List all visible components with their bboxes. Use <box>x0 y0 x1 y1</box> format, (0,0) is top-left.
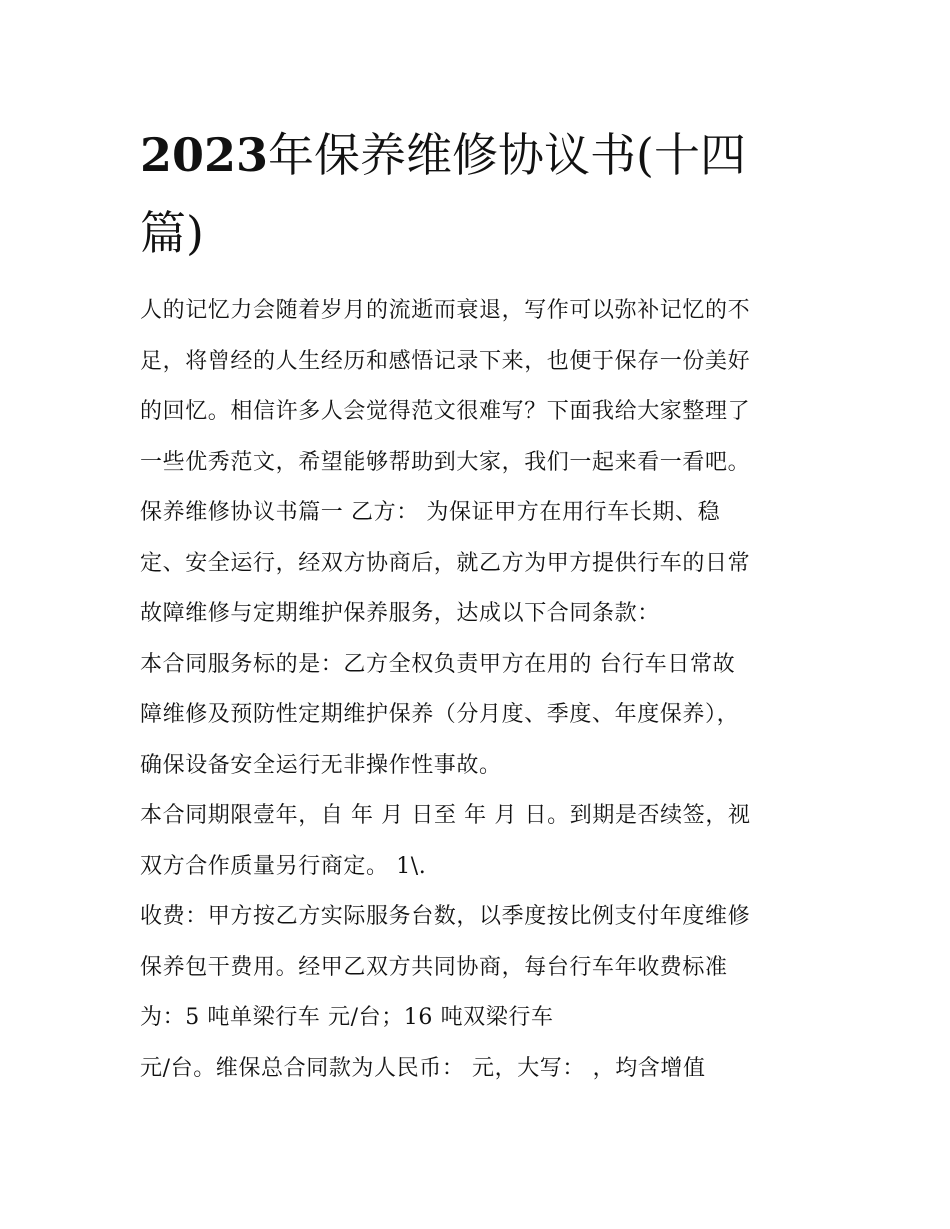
paragraph-section-1 <box>140 488 830 640</box>
text-line: 故障维修与定期维护保养服务，达成以下合同条款： <box>140 601 660 626</box>
paragraph-contract-term <box>140 791 830 892</box>
text-line: 元/台。维保总合同款为人民币： 元，大写： ，均含增值 <box>140 1055 706 1081</box>
title-year: 2023 <box>140 128 269 182</box>
paragraph-service-subject <box>140 640 830 792</box>
paragraph-intro <box>140 286 830 488</box>
text-line: 定、安全运行，经双方协商后，就乙方为甲方提供行车的日常 <box>140 550 751 576</box>
paragraph-fees <box>140 892 830 1044</box>
text-line: 保养包干费用。经甲乙双方共同协商，每台行车年收费标准 <box>140 954 728 980</box>
text-line: 的回忆。相信许多人会觉得范文很难写？下面我给大家整理了 <box>140 399 751 424</box>
paragraph-total-amount <box>140 1044 830 1095</box>
text-line: 一些优秀范文，希望能够帮助到大家，我们一起来看一看吧。 <box>140 449 751 475</box>
text-line: 人的记忆力会随着岁月的流逝而衰退，写作可以弥补记忆的不 <box>140 298 751 323</box>
document-title <box>140 116 830 272</box>
title-text-line2: 篇) <box>140 206 204 260</box>
text-line: 本合同期限壹年，自 年 月 日至 年 月 日。到期是否续签，视 <box>140 803 751 828</box>
text-line: 确保设备安全运行无非操作性事故。 <box>140 752 502 778</box>
text-line: 障维修及预防性定期维护保养（分月度、季度、年度保养）， <box>140 702 740 727</box>
text-line: 足，将曾经的人生经历和感悟记录下来，也便于保存一份美好 <box>140 348 751 374</box>
title-text-line1: 年保养维修协议书(十四 <box>268 128 746 182</box>
document-page <box>140 116 830 1094</box>
text-line: 收费：甲方按乙方实际服务台数，以季度按比例支付年度维修 <box>140 904 751 929</box>
text-line: 本合同服务标的是：乙方全权负责甲方在用的 台行车日常故 <box>140 651 736 677</box>
text-line: 双方合作质量另行商定。 1\. <box>140 853 427 879</box>
text-line: 为：5 吨单梁行车 元/台；16 吨双梁行车 <box>140 1005 554 1030</box>
text-line: 保养维修协议书篇一 乙方： 为保证甲方在用行车长期、稳 <box>140 500 721 525</box>
